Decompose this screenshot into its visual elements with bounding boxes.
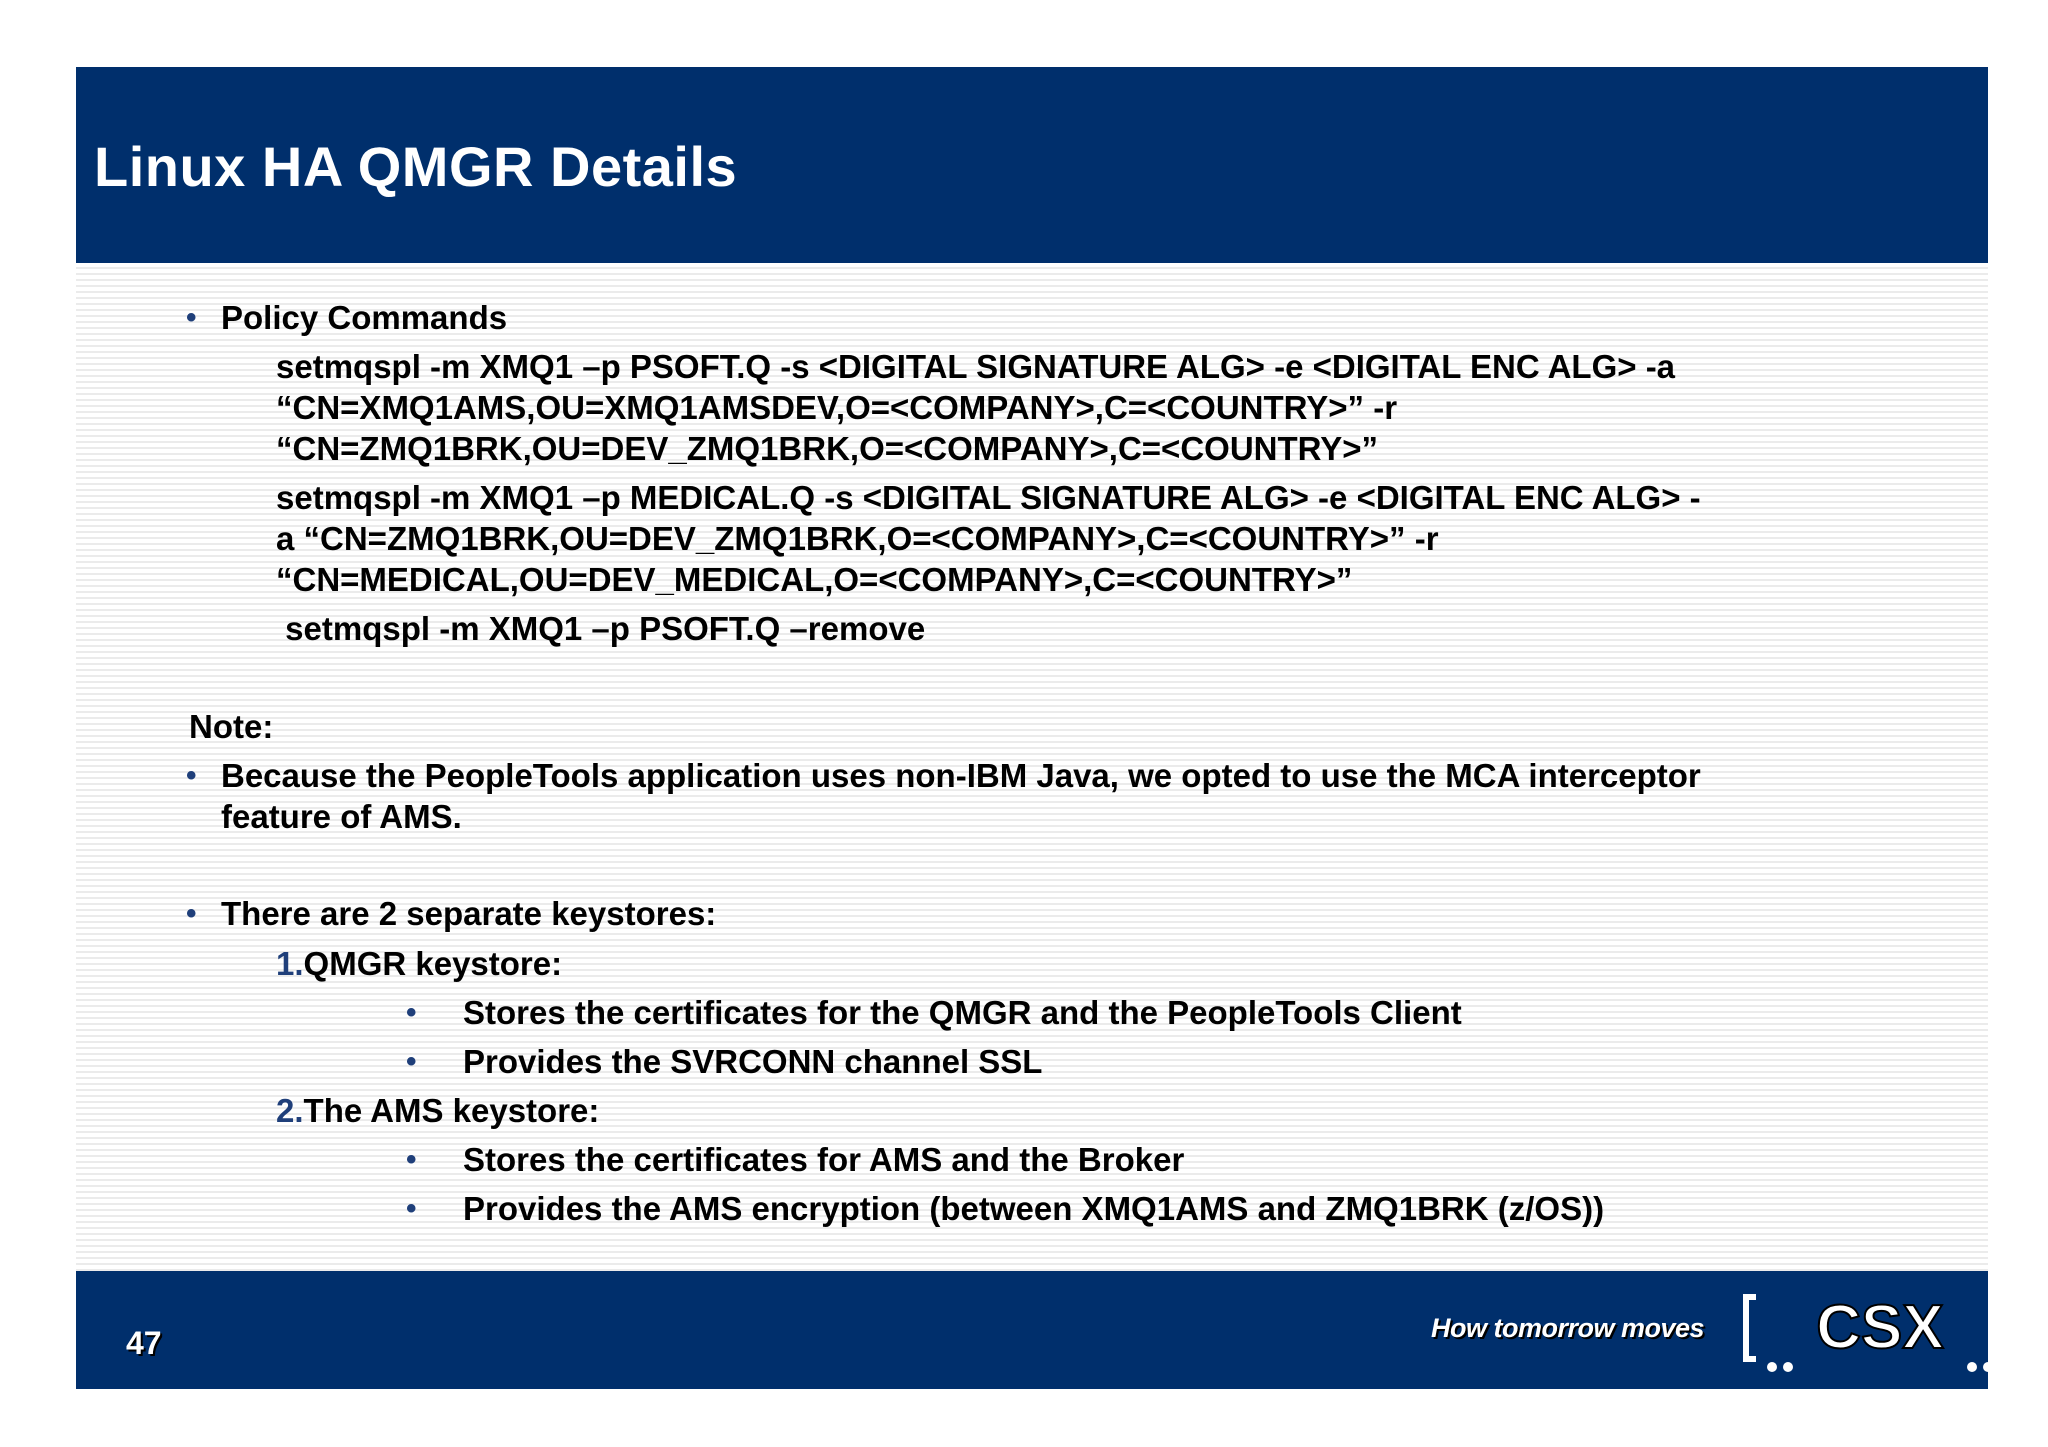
keystore-item: Provides the AMS encryption (between XMQ1AMS and ZMQ1BRK (z/OS)) [463, 1190, 1605, 1227]
keystore-item: Provides the SVRCONN channel SSL [463, 1043, 1043, 1080]
keystore-item: Stores the certificates for AMS and the Broker [463, 1141, 1185, 1178]
page-number: 47 [126, 1325, 162, 1361]
keystore-2-heading [276, 1090, 599, 1131]
title-bar [76, 67, 1988, 263]
command-line: “CN=XMQ1AMS,OU=XMQ1AMSDEV,O=<COMPANY>,C=<COUNTRY>” -r [276, 389, 1398, 426]
bullet-icon: • [406, 1045, 417, 1078]
footer-bar [76, 1271, 1988, 1389]
bullet-icon: • [186, 301, 197, 334]
keystore-label: The AMS keystore: [303, 1092, 600, 1129]
note-line: Because the PeopleTools application uses non-IBM Java, we opted to use the MCA interceptor [221, 757, 1701, 794]
bullet-icon: • [406, 1143, 417, 1176]
tagline: How tomorrow moves [1431, 1313, 1705, 1343]
command-line: “CN=ZMQ1BRK,OU=DEV_ZMQ1BRK,O=<COMPANY>,C=<COUNTRY>” [276, 430, 1379, 467]
note-bullet-2: There are 2 separate keystores: [221, 895, 717, 932]
list-number: 2. [276, 1092, 304, 1129]
csx-logo-icon [1742, 1293, 2018, 1375]
page-title: Linux HA QMGR Details [94, 135, 738, 198]
list-number: 1. [276, 945, 304, 982]
command-line: “CN=MEDICAL,OU=DEV_MEDICAL,O=<COMPANY>,C=<COUNTRY>” [276, 561, 1353, 598]
note-line: feature of AMS. [221, 798, 462, 835]
bullet-icon: • [406, 1192, 417, 1225]
note-label: Note: [189, 708, 274, 745]
bullet-icon: • [186, 759, 197, 792]
command-line: a “CN=ZMQ1BRK,OU=DEV_ZMQ1BRK,O=<COMPANY>,C=<COUNTRY>” -r [276, 520, 1439, 557]
command-line: setmqspl -m XMQ1 –p PSOFT.Q -s <DIGITAL SIGNATURE ALG> -e <DIGITAL ENC ALG> -a [276, 348, 1676, 385]
bullet-icon: • [186, 897, 197, 930]
keystore-label: QMGR keystore: [303, 945, 563, 982]
policy-heading: Policy Commands [221, 299, 508, 336]
bullet-icon: • [406, 996, 417, 1029]
command-line: setmqspl -m XMQ1 –p MEDICAL.Q -s <DIGITAL SIGNATURE ALG> -e <DIGITAL ENC ALG> - [276, 479, 1701, 516]
policy-command-3: setmqspl -m XMQ1 –p PSOFT.Q –remove [276, 610, 926, 647]
keystore-1-heading [276, 943, 562, 984]
keystore-item: Stores the certificates for the QMGR and the PeopleTools Client [463, 994, 1462, 1031]
logo-text: CSX [1816, 1293, 1944, 1362]
